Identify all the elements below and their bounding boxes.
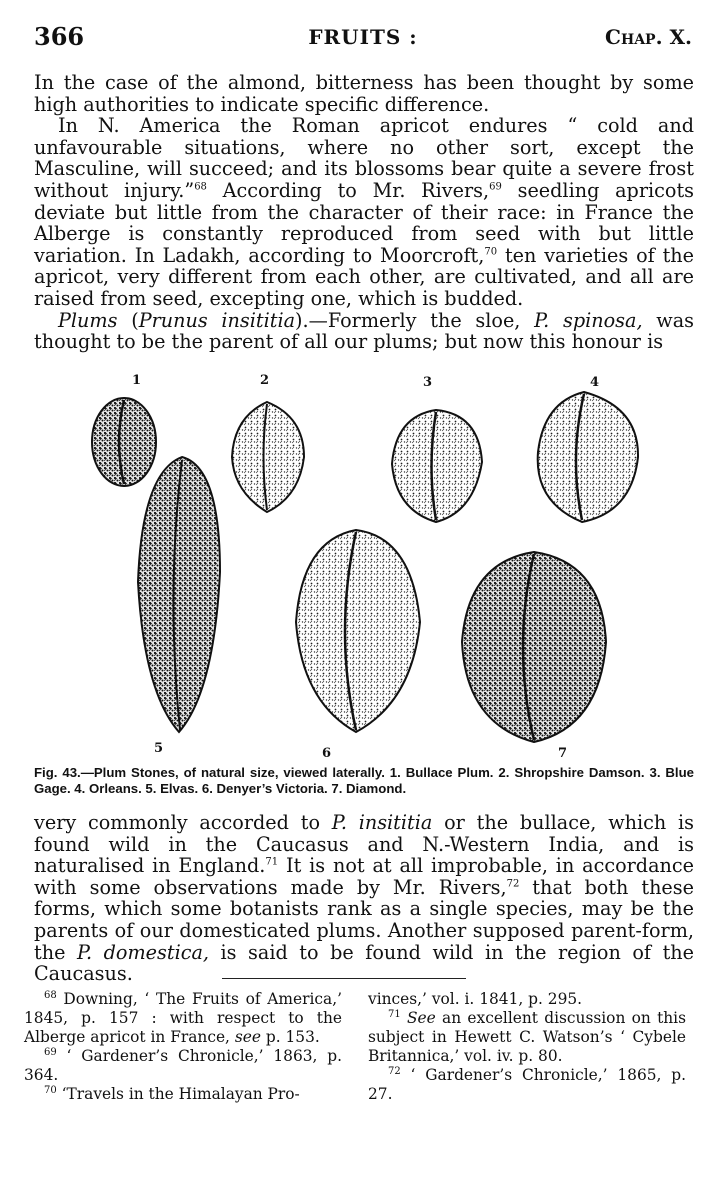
figure-label-2: 2 — [260, 373, 270, 388]
footnote-70: $^{70}$ ‘Travels in the Himalayan Pro- — [44, 1084, 300, 1103]
footnotes — [24, 990, 694, 1150]
figure-label-7: 7 — [558, 746, 568, 761]
figure-label-4: 4 — [590, 375, 600, 390]
running-head: FRUITS : — [308, 25, 418, 49]
paragraph-plums: Plums (Prunus insititia).—Formerly the sloe, P. spinosa, was thought to be the parent of all our plums; but now this honour is — [34, 308, 695, 354]
footnote-ref-72: 72 — [506, 878, 520, 890]
chapter-label: Chap. X. — [605, 25, 692, 49]
body-text-top — [34, 72, 694, 353]
footnote-72: $^{72}$ ‘ Gardener’s Chronicle,’ 1865, p. 27. — [368, 1065, 686, 1103]
plum-stone-4 — [538, 392, 638, 522]
plum-stone-1 — [92, 398, 156, 486]
figure-label-1: 1 — [132, 373, 142, 388]
footnote-ref-68: 68 — [194, 181, 207, 193]
footnote-68: $^{68}$ Downing, ‘ The Fruits of America,’ 1845, p. 157 : with respect to the Alberge apricot in France, see p. 153. — [24, 989, 342, 1046]
plum-stone-5 — [138, 457, 220, 732]
plum-stone-2 — [232, 402, 304, 512]
footnotes-left-column — [24, 990, 342, 1104]
plum-stone-7 — [462, 552, 606, 742]
figure-plum-stones — [34, 372, 694, 762]
plum-stones-illustration — [34, 372, 694, 762]
page-number: 366 — [34, 22, 85, 51]
footnote-ref-69: 69 — [489, 181, 502, 193]
footnote-divider — [222, 978, 466, 979]
footnote-71: $^{71}$ See an excellent discussion on this subject in Hewett C. Watson’s ‘ Cybele Britannica,’ vol. iv. p. 80. — [368, 1008, 686, 1065]
figure-label-3: 3 — [423, 375, 433, 390]
plum-stone-3 — [392, 410, 482, 522]
plum-stone-6 — [296, 530, 420, 732]
paragraph-apricot: In N. America the Roman apricot endures “ cold and unfavourable situations, where no other sort, except the Masculine, will succeed; and its blossoms bear quite a severe frost without injury.”$^{68}$ According to Mr. Rivers,$^{69}$ seedling apricots deviate but little from the character of their race: in France the Alberge is constantly reproduced from seed with but little variation. In Ladakh, according to Moorcroft,$^{70}$ ten varieties of the apricot, very different from each other, are cultivated, and all are raised from seed, excepting one, which is budded. — [34, 114, 694, 310]
footnote-70-continued: vinces,’ vol. i. 1841, p. 295. — [368, 990, 583, 1008]
paragraph-almond: In the case of the almond, bitterness has been thought by some high authorities to indicate specific difference. — [34, 71, 694, 116]
figure-caption: Fig. 43.—Plum Stones, of natural size, viewed laterally. 1. Bullace Plum. 2. Shropshire Damson. 3. Blue Gage. 4. Orleans. 5. Elvas. 6. Denyer’s Victoria. 7. Diamond. — [34, 765, 694, 796]
footnotes-right-column — [368, 990, 686, 1104]
footnote-69: $^{69}$ ‘ Gardener’s Chronicle,’ 1863, p. 364. — [24, 1046, 342, 1084]
body-text-bottom: very commonly accorded to P. insititia or the bullace, which is found wild in the Caucasus and N.-Western India, and is naturalised in England.$^{71}$ It is not at all improbable, in accordance with some observations made by Mr. Rivers,$^{72}$ that both these forms, which some botanists rank as a single species, may be the parents of our domesticated plums. Another supposed parent-form, the P. domestica, is said to be found wild in the region of the Caucasus. — [34, 811, 694, 986]
figure-label-6: 6 — [322, 746, 332, 761]
page-header — [34, 22, 692, 52]
footnote-ref-71: 71 — [265, 856, 279, 868]
footnote-ref-70: 70 — [484, 246, 498, 258]
figure-label-5: 5 — [154, 741, 164, 756]
